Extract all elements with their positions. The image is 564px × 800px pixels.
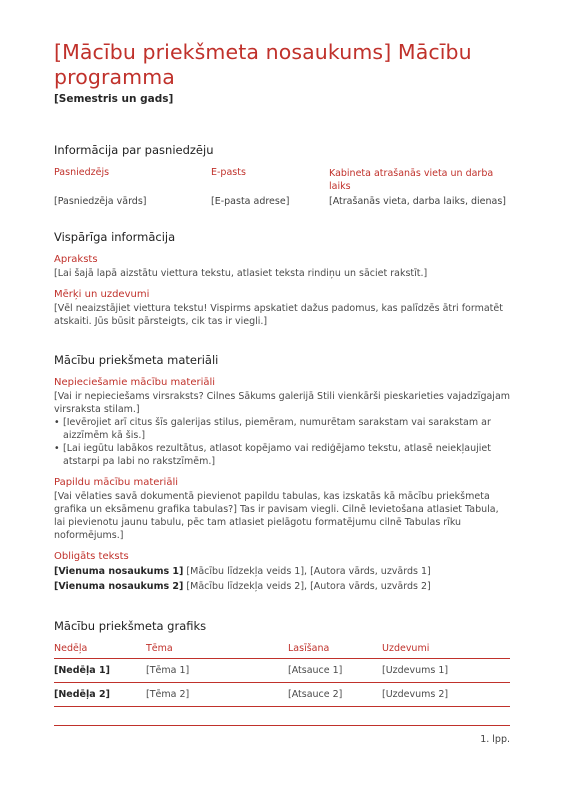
table-cell: [Nedēļa 2] [54, 683, 146, 707]
col-header-topic: Tēma [146, 643, 288, 659]
materials-bullet-list [54, 416, 510, 468]
col-header-reading: Lasīšana [288, 643, 382, 659]
goals-label: Mērķi un uzdevumi [54, 289, 150, 300]
reading-item-name: [Vienuma nosaukums 2] [54, 581, 184, 592]
table-cell: [Atsauce 1] [288, 659, 382, 683]
table-row [54, 659, 510, 683]
instructor-email-value: [E-pasta adrese] [211, 196, 290, 207]
col-header-assignments: Uzdevumi [382, 643, 510, 659]
instructor-col-name: Pasniedzējs [54, 167, 110, 178]
instructor-section [54, 143, 510, 207]
instructor-office-value: [Atrašanās vieta, darba laiks, dienas] [329, 196, 506, 207]
list-item: • [Ievērojiet arī citus šīs galerijas stilus, piemēram, numurētam sarakstam vai sarakstam ar aizzīmēm kā šis.] [63, 416, 510, 442]
optional-materials-label: Papildu mācību materiāli [54, 477, 179, 488]
schedule-heading: Mācību priekšmeta grafiks [54, 619, 207, 633]
instructor-heading: Informācija par pasniedzēju [54, 143, 214, 157]
required-reading-label: Obligāts teksts [54, 551, 129, 562]
general-section [54, 230, 510, 328]
table-row [54, 683, 510, 707]
reading-item-name: [Vienuma nosaukums 1] [54, 566, 184, 577]
table-cell: [Tēma 1] [146, 659, 288, 683]
page-number: 1. lpp. [480, 734, 510, 745]
table-cell: [Nedēļa 1] [54, 659, 146, 683]
required-materials-label: Nepieciešamie mācību materiāli [54, 377, 216, 388]
description-text: [Lai šajā lapā aizstātu viettura tekstu, atlasiet teksta rindiņu un sāciet rakstīt.] [54, 268, 428, 279]
table-cell: [Atsauce 2] [288, 683, 382, 707]
instructor-col-email: E-pasts [211, 167, 246, 178]
reading-item [54, 565, 510, 578]
schedule-section [54, 619, 510, 707]
optional-materials-text: [Vai vēlaties savā dokumentā pievienot papildu tabulas, kas izskatās kā mācību priekšmeta grafika un eksāmenu grafika tabulas?] Tas ir pavisam viegli. Cilnē Ievietošana atlasiet Tabula, lai pievienotu jaunu tabulu, pēc tam atlasiet pielāgotu formatējumu cilnē Tabulas rīku noformējums.] [54, 491, 499, 541]
footer-divider [54, 725, 510, 726]
document-title: [Mācību priekšmeta nosaukums] Mācību programma [54, 40, 472, 89]
list-item: • [Lai iegūtu labākos rezultātus, atlasot kopējamo vai rediģējamo tekstu, atlasē neiekļaujiet atstarpi pa labi no rakstzīmēm.] [63, 442, 510, 468]
table-cell: [Uzdevums 2] [382, 683, 510, 707]
table-cell: [Tēma 2] [146, 683, 288, 707]
materials-heading: Mācību priekšmeta materiāli [54, 353, 219, 367]
reading-item-details: [Mācību līdzekļa veids 1], [Autora vārds, uzvārds 1] [183, 566, 431, 577]
instructor-name-value: [Pasniedzēja vārds] [54, 196, 147, 207]
instructor-col-office: Kabineta atrašanās vieta un darba laiks [329, 168, 494, 192]
reading-item [54, 580, 510, 593]
table-header-row [54, 643, 510, 659]
table-cell: [Uzdevums 1] [382, 659, 510, 683]
required-materials-text: [Vai ir nepieciešams virsraksts? Cilnes Sākums galerijā Stili vienkārši pieskarieties vajadzīgajam virsraksta stilam.] [54, 391, 511, 415]
document-subtitle: [Semestris un gads] [54, 93, 174, 105]
materials-section [54, 353, 510, 593]
col-header-week: Nedēļa [54, 643, 146, 659]
general-heading: Vispārīga informācija [54, 230, 176, 244]
schedule-table [54, 643, 510, 707]
reading-item-details: [Mācību līdzekļa veids 2], [Autora vārds, uzvārds 2] [183, 581, 431, 592]
goals-text: [Vēl neaizstājiet viettura tekstu! Vispirms apskatiet dažus padomus, kas palīdzēs ātri formatēt atskaiti. Jūs būsit pārsteigts, cik tas ir viegli.] [54, 303, 503, 327]
description-label: Apraksts [54, 254, 98, 265]
